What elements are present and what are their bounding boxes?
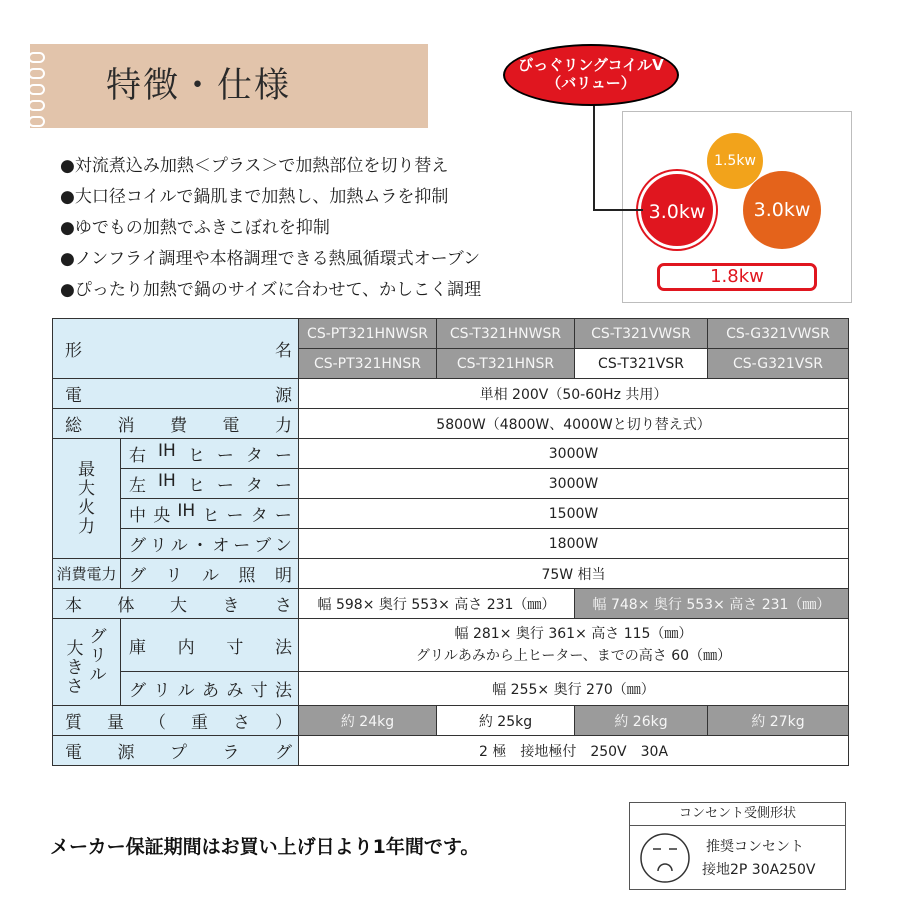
grill-oven-value: 1800W [299,529,849,559]
weight-cell: 約 24kg [299,706,437,736]
ring-icon [28,100,45,111]
center-heater-value: 1500W [299,499,849,529]
table-row [53,589,849,619]
outlet-title: コンセント受側形状 [630,803,845,826]
grill-net-value: 幅 255× 奥行 270（㎜） [299,672,849,706]
weight-cell: 約 26kg [575,706,708,736]
grill-oven-label: グ リ ル ・ オ ー ブ ン [121,529,299,559]
ring-icon [28,84,45,95]
plug-label: 電 源 プ ラ グ [53,736,299,766]
inner-size-value: 幅 281× 奥行 361× 高さ 115（㎜） グリルあみから上ヒーター、までの高さ 60（㎜） [299,619,849,672]
plug-value: 2 極 接地極付 250V 30A [299,736,849,766]
badge-line-1: びっぐリングコイルV [518,56,664,74]
outlet-line-2: 接地2P 30A250V [702,862,816,878]
spec-table [52,318,849,766]
badge-line-2: （バリュー） [546,74,636,92]
table-row [53,706,849,736]
outlet-socket-icon [638,831,692,885]
grill-light-value: 75W 相当 [299,559,849,589]
model-cell: CS-G321VWSR [708,319,849,349]
left-heater-value: 3000W [299,469,849,499]
cooktop-diagram [622,111,852,303]
left-heater-label: 左 IH ヒ ー タ ー [121,469,299,499]
table-row [53,619,849,672]
table-row [53,529,849,559]
feature-item: ●ノンフライ調理や本格調理できる熱風循環式オーブン [60,249,481,269]
right-heater-value: 3000W [299,439,849,469]
grill-size-label: 大 き さ グ リ ル [53,619,121,706]
outlet-line-1: 推奨コンセント [706,839,804,855]
right-heater-label: 右 IH ヒ ー タ ー [121,439,299,469]
weight-label: 質 量 （ 重 さ ） [53,706,299,736]
body-size-value: 幅 748× 奥行 553× 高さ 231（㎜） [575,589,849,619]
coil-top: 1.5kw [707,133,763,189]
weight-cell: 約 27kg [708,706,849,736]
feature-item: ●ゆでもの加熱でふきこぼれを抑制 [60,218,330,238]
table-row [53,379,849,409]
weight-cell: 約 25kg [437,706,575,736]
grill-light-label: グ リ ル 照 明 [121,559,299,589]
body-size-label: 本 体 大 き さ [53,589,299,619]
warranty-note: メーカー保証期間はお買い上げ日より1年間です。 [50,836,480,858]
center-heater-label: 中 央 IH ヒ ー タ ー [121,499,299,529]
table-row [53,439,849,469]
model-cell: CS-T321HNWSR [437,319,575,349]
table-row [53,499,849,529]
model-cell: CS-T321VSR [575,349,708,379]
grill-indicator: 1.8kw [657,263,817,291]
page-title: 特徴・仕様 [106,66,292,106]
power-value: 単相 200V（50-60Hz 共用） [299,379,849,409]
table-row [53,469,849,499]
coil-left: 3.0kw [638,171,716,249]
power-label: 電 源 [53,379,299,409]
total-power-value: 5800W（4800W、4000Wと切り替え式） [299,409,849,439]
leader-line [593,104,643,211]
model-cell: CS-PT321HNWSR [299,319,437,349]
outlet-info-box [629,802,846,890]
max-power-label: 最 大 火 力 [53,439,121,559]
table-row [53,319,849,349]
table-row [53,409,849,439]
table-row [53,672,849,706]
ring-icon [28,68,45,79]
section-header [30,44,428,128]
inner-size-label: 庫 内 寸 法 [121,619,299,672]
coil-badge [503,44,679,106]
table-row [53,736,849,766]
ring-icon [28,52,45,63]
feature-item: ●対流煮込み加熱＜プラス＞で加熱部位を切り替え [60,156,449,176]
total-power-label: 総 消 費 電 力 [53,409,299,439]
table-row [53,559,849,589]
consumption-label: 消費電力 [53,559,121,589]
model-cell: CS-PT321HNSR [299,349,437,379]
coil-right: 3.0kw [743,171,821,249]
model-label: 形 名 [53,319,299,379]
feature-item: ●大口径コイルで鍋肌まで加熱し、加熱ムラを抑制 [60,187,449,207]
model-cell: CS-T321VWSR [575,319,708,349]
grill-net-label: グ リ ル あ み 寸 法 [121,672,299,706]
model-cell: CS-T321HNSR [437,349,575,379]
model-cell: CS-G321VSR [708,349,849,379]
body-size-value: 幅 598× 奥行 553× 高さ 231（㎜） [299,589,575,619]
ring-icon [28,116,45,127]
feature-item: ●ぴったり加熱で鍋のサイズに合わせて、かしこく調理 [60,280,482,300]
